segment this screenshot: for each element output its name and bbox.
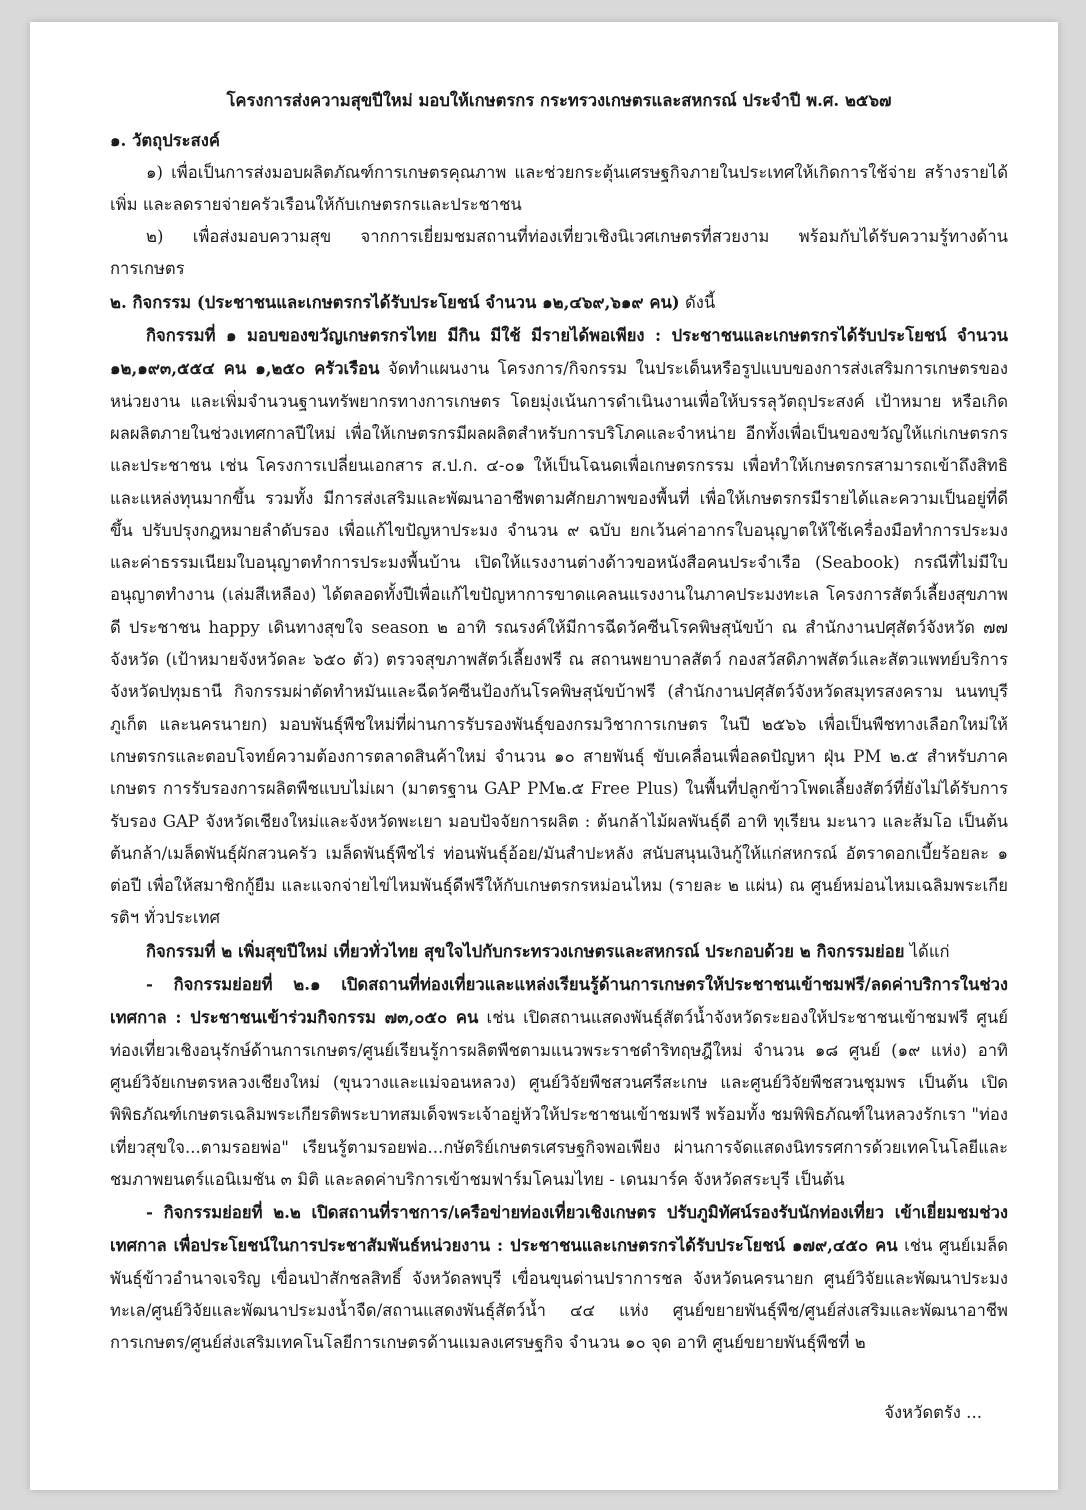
subactivity-2-1-title: - กิจกรรมย่อยที่ ๒.๑ เปิดสถานที่ท่องเที่ยวและแหล่งเรียนรู้ด้านการเกษตรให้ประชาชนเข้าชมฟรี/ลดค่าบริการในช่วงเทศกาล : ประชาชนเข้าร่วมกิจกรรม ๗๓,๐๕๐ คน [110, 974, 1008, 1028]
document-title: โครงการส่งความสุขปีใหม่ มอบให้เกษตรกร กระทรวงเกษตรและสหกรณ์ ประจำปี พ.ศ. ๒๕๖๗ [226, 90, 892, 110]
subactivity-2-2-text: เช่น ศูนย์เมล็ดพันธุ์ข้าวอำนาจเจริญ เขื่อนป่าสักชลสิทธิ์ จังหวัดลพบุรี เขื่อนขุนด่านปราการชล จังหวัดนครนายก ศูนย์วิจัยและพัฒนาประมงทะเล/ศูนย์วิจัยและพัฒนาประมงน้ำจืด/สถานแสดงพันธุ์สัตว์น้ำ ๔๔ แห่ง ศูนย์ขยายพันธุ์พืช/ศูนย์ส่งเสริมและพัฒนาอาชีพการเกษตร/ศูนย์ส่งเสริมเทคโนโลยีการเกษตรด้านแมลงเศรษฐกิจ จำนวน ๑๐ จุด อาทิ ศูนย์ขยายพันธุ์พืชที่ ๒ [110, 1236, 1009, 1353]
section2-heading-bold: ๒. กิจกรรม (ประชาชนและเกษตรกรได้รับประโยชน์ จำนวน ๑๒,๔๖๙,๖๑๙ คน) [110, 291, 680, 312]
activity2-text: ได้แก่ [904, 941, 950, 961]
section1-heading: ๑. วัตถุประสงค์ [110, 130, 220, 151]
page-continuation-footer: จังหวัดตรัง ... [884, 1403, 982, 1422]
section2-heading-suffix: ดังนี้ [679, 292, 716, 312]
subactivity-2-2-paragraph [110, 1196, 1008, 1359]
objective-item-1: ๑) เพื่อเป็นการส่งมอบผลิตภัณฑ์การเกษตรคุณภาพ และช่วยกระตุ้นเศรษฐกิจภายในประเทศให้เกิดการใช้จ่าย สร้างรายได้เพิ่ม และลดรายจ่ายครัวเรือนให้กับเกษตรกรและประชาชน [110, 162, 1008, 214]
subactivity-2-1-paragraph [110, 968, 1008, 1196]
activity1-title: กิจกรรมที่ ๑ มอบของขวัญเกษตรกรไทย มีกิน มีใช้ มีรายได้พอเพียง : ประชาชนและเกษตรกรได้รับประโยชน์ จำนวน ๑๒,๑๙๓,๕๕๔ คน ๑,๒๕๐ ครัวเรือน [110, 325, 1008, 379]
activity2-title: กิจกรรมที่ ๒ เพิ่มสุขปีใหม่ เที่ยวทั่วไทย สุขใจไปกับกระทรวงเกษตรและสหกรณ์ ประกอบด้วย ๒ กิจกรรมย่อย [146, 940, 905, 961]
activity1-text: จัดทำแผนงาน โครงการ/กิจกรรม ในประเด็นหรือรูปแบบของการส่งเสริมการเกษตรของหน่วยงาน และเพิ่มจำนวนฐานทรัพยากรทางการเกษตร โดยมุ่งเน้นการดำเนินงานเพื่อให้บรรลุวัตถุประสงค์ เป้าหมาย หรือเกิดผลผลิตภายในช่วงเทศกาลปีใหม่ เพื่อให้เกษตรกรมีผลผลิตสำหรับการบริโภคและจำหน่าย อีกทั้งเพื่อเป็นของขวัญให้แก่เกษตรกรและประชาชน เช่น โครงการเปลี่ยนเอกสาร ส.ป.ก. ๔-๐๑ ให้เป็นโฉนดเพื่อเกษตรกรรม เพื่อทำให้เกษตรกรสามารถเข้าถึงสิทธิและแหล่งทุนมากขึ้น รวมทั้ง มีการส่งเสริมและพัฒนาอาชีพตามศักยภาพของพื้นที่ เพื่อให้เกษตรกรมีรายได้และความเป็นอยู่ที่ดีขึ้น ปรับปรุงกฎหมายลำดับรอง เพื่อแก้ไขปัญหาประมง จำนวน ๙ ฉบับ ยกเว้นค่าอากรใบอนุญาตให้ใช้เครื่องมือทำการประมง และค่าธรรมเนียมใบอนุญาตทำการประมงพื้นบ้าน เปิดให้แรงงานต่างด้าวขอหนังสือคนประจำเรือ (Seabook) กรณีที่ไม่มีใบอนุญาตทำงาน (เล่มสีเหลือง) ได้ตลอดทั้งปีเพื่อแก้ไขปัญหาการขาดแคลนแรงงานในภาคประมงทะเล โครงการสัตว์เลี้ยงสุขภาพดี ประชาชน happy เดินทางสุขใจ season ๒ อาทิ รณรงค์ให้มีการฉีดวัคซีนโรคพิษสุนัขบ้า ณ สำนักงานปศุสัตว์จังหวัด ๗๗ จังหวัด (เป้าหมายจังหวัดละ ๖๕๐ ตัว) ตรวจสุขภาพสัตว์เลี้ยงฟรี ณ สถานพยาบาลสัตว์ กองสวัสดิภาพสัตว์และสัตวแพทย์บริการ จังหวัดปทุมธานี กิจกรรมผ่าตัดทำหมันและฉีดวัคซีนป้องกันโรคพิษสุนัขบ้าฟรี (สำนักงานปศุสัตว์จังหวัดสมุทรสงคราม นนทบุรี ภูเก็ต และนครนายก) มอบพันธุ์พืชใหม่ที่ผ่านการรับรองพันธุ์ของกรมวิชาการเกษตร ในปี ๒๕๖๖ เพื่อเป็นพืชทางเลือกใหม่ให้เกษตรกรและตอบโจทย์ความต้องการตลาดสินค้าใหม่ จำนวน ๑๐ สายพันธุ์ ขับเคลื่อนเพื่อลดปัญหา ฝุ่น PM ๒.๕ สำหรับภาคเกษตร การรับรองการผลิตพืชแบบไม่เผา (มาตรฐาน GAP PM๒.๕ Free Plus) ในพื้นที่ปลูกข้าวโพดเลี้ยงสัตว์ที่ยังไม่ได้รับการรับรอง GAP จังหวัดเชียงใหม่และจังหวัดพะเยา มอบปัจจัยการผลิต : ต้นกล้าไม้ผลพันธุ์ดี อาทิ ทุเรียน มะนาว และส้มโอ เป็นต้น ต้นกล้า/เมล็ดพันธุ์ผักสวนครัว เมล็ดพันธุ์พืชไร่ ท่อนพันธุ์อ้อย/มันสำปะหลัง สนับสนุนเงินกู้ให้แก่สหกรณ์ อัตราดอกเบี้ยร้อยละ ๑ ต่อปี เพื่อให้สมาชิกกู้ยืม และแจกจ่ายไข่ไหมพันธุ์ดีฟรีให้กับเกษตรกรหม่อนไหม (รายละ ๒ แผ่น) ณ ศูนย์หม่อนไหมเฉลิมพระเกียรติฯ ทั่วประเทศ [110, 359, 1009, 928]
activity2-paragraph [110, 935, 1008, 968]
document-body [110, 84, 1008, 1360]
objective-item-2: ๒) เพื่อส่งมอบความสุข จากการเยี่ยมชมสถานที่ท่องเที่ยวเชิงนิเวศเกษตรที่สวยงาม พร้อมกับได้รับความรู้ทางด้านการเกษตร [110, 227, 1008, 279]
section2-heading [110, 286, 1008, 319]
subactivity-2-2-title: - กิจกรรมย่อยที่ ๒.๒ เปิดสถานที่ราชการ/เครือข่ายท่องเที่ยวเชิงเกษตร ปรับภูมิทัศน์รองรับนักท่องเที่ยว เข้าเยี่ยมชมช่วงเทศกาล เพื่อประโยชน์ในการประชาสัมพันธ์หน่วยงาน : ประชาชนและเกษตรกรได้รับประโยชน์ ๑๗๙,๔๕๐ คน [110, 1202, 1008, 1256]
subactivity-2-1-text: เช่น เปิดสถานแสดงพันธุ์สัตว์น้ำจังหวัดระยองให้ประชาชนเข้าชมฟรี ศูนย์ท่องเที่ยวเชิงอนุรักษ์ด้านการเกษตร/ศูนย์เรียนรู้การผลิตพืชตามแนวพระราชดำริทฤษฎีใหม่ จำนวน ๑๘ ศูนย์ (๑๙ แห่ง) อาทิ ศูนย์วิจัยเกษตรหลวงเชียงใหม่ (ขุนวางและแม่จอนหลวง) ศูนย์วิจัยพืชสวนศรีสะเกษ และศูนย์วิจัยพืชสวนชุมพร เป็นต้น เปิดพิพิธภัณฑ์เกษตรเฉลิมพระเกียรติพระบาทสมเด็จพระเจ้าอยู่หัวให้ประชาชนเข้าชมฟรี พร้อมทั้ง ชมพิพิธภัณฑ์ในหลวงรักเรา "ท่องเที่ยวสุขใจ...ตามรอยพ่อ" เรียนรู้ตามรอยพ่อ...กษัตริย์เกษตรเศรษฐกิจพอเพียง ผ่านการจัดแสดงนิทรรศการด้วยเทคโนโลยีและชมภาพยนตร์แอนิเมชัน ๓ มิติ และลดค่าบริการเข้าชมฟาร์มโคนมไทย - เดนมาร์ค จังหวัดสระบุรี เป็นต้น [110, 1008, 1008, 1189]
document-page [30, 22, 1058, 1490]
activity1-paragraph [110, 319, 1008, 935]
